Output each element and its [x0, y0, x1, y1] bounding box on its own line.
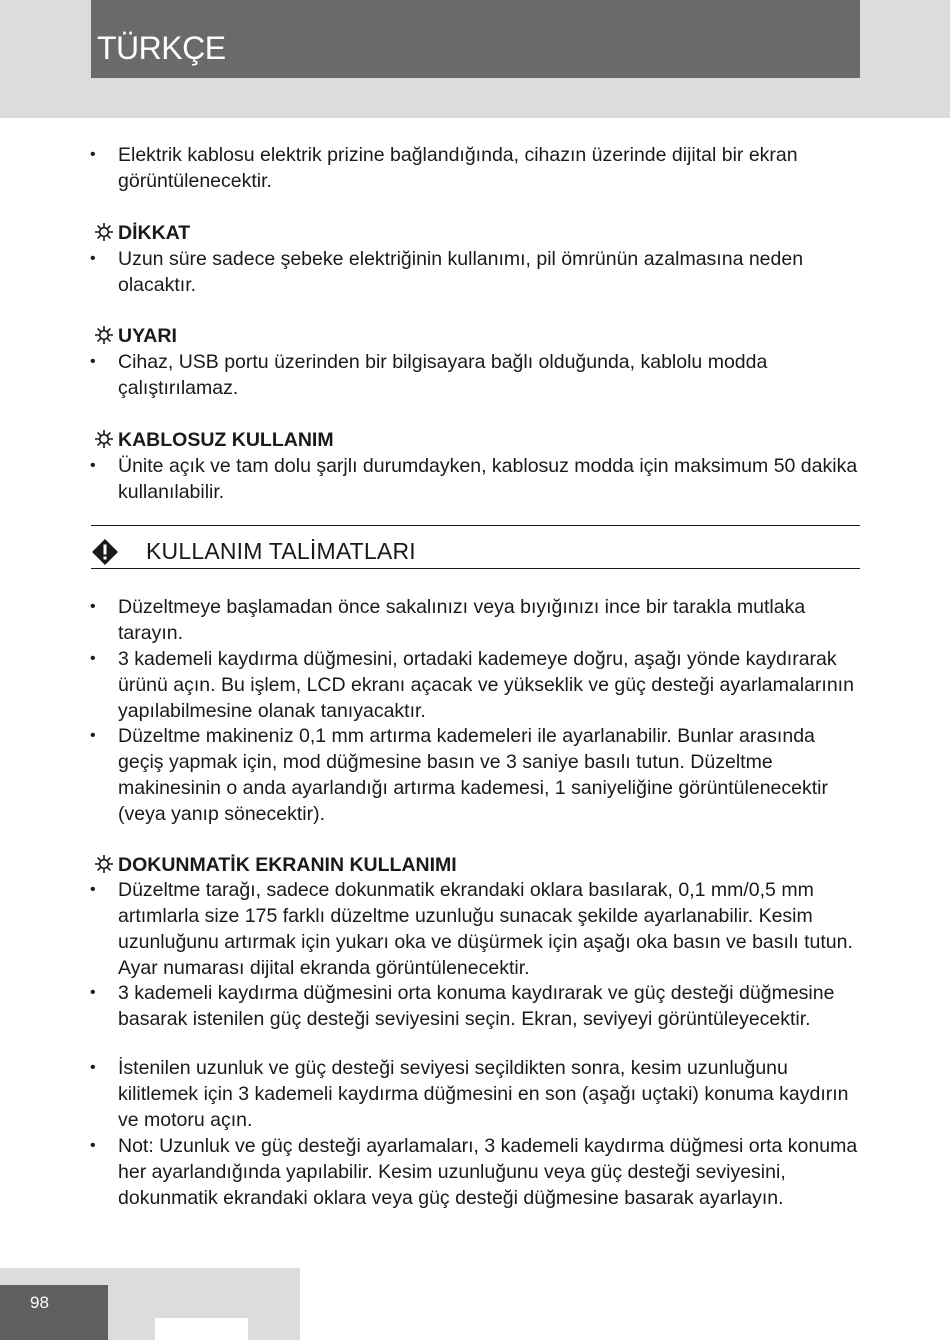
caution-heading-text: DİKKAT — [118, 222, 191, 244]
caution-heading — [94, 220, 190, 246]
cordless-heading — [94, 427, 334, 453]
warning-bullet: • Cihaz, USB portu üzerinden bir bilgisayara bağlı olduğunda, kablolu modda çalıştırılamaz. — [118, 349, 860, 401]
section-rule-bottom — [91, 568, 860, 569]
sun-gear-icon — [94, 222, 114, 242]
page-number: 98 — [30, 1293, 49, 1312]
warning-diamond-icon — [91, 538, 119, 566]
section-rule-top — [91, 525, 860, 526]
touchscreen-bullet-2: • 3 kademeli kaydırma düğmesini orta konuma kaydırarak ve güç desteği düğmesine basarak istenilen güç desteği seviyesini seçin. Ekran, seviyeyi görüntüleyecektir. — [118, 980, 860, 1032]
touchscreen-heading — [94, 852, 457, 878]
sun-gear-icon — [94, 429, 114, 449]
warning-heading — [94, 323, 177, 349]
touchscreen-heading-text: DOKUNMATİK EKRANIN KULLANIMI — [118, 854, 457, 876]
cordless-heading-text: KABLOSUZ KULLANIM — [118, 429, 334, 451]
caution-bullet: • Uzun süre sadece şebeke elektriğinin kullanımı, pil ömrünün azalmasına neden olacaktır. — [118, 246, 860, 298]
instruction-bullet-3: • Düzeltme makineniz 0,1 mm artırma kademeleri ile ayarlanabilir. Bunlar arasında geçiş yapmak için, mod düğmesine basın ve 3 saniye basılı tutun. Düzeltme makinesinin o anda ayarlandığı artırma kademesi, 1 saniyeliğine görüntülenecektir (veya yanıp sönecektir). — [118, 723, 860, 827]
page-number-box — [0, 1285, 108, 1340]
intro-bullet: • Elektrik kablosu elektrik prizine bağlandığında, cihazın üzerinde dijital bir ekran görüntülenecektir. — [118, 142, 860, 194]
touchscreen-bullet-4: • Not: Uzunluk ve güç desteği ayarlamaları, 3 kademeli kaydırma düğmesi orta konuma her ayarlandığında yapılabilir. Kesim uzunluğunu veya güç desteği seviyesini, dokunmatik ekrandaki oklara veya güç desteği düğmesine basarak ayarlayın. — [118, 1133, 860, 1211]
warning-heading-text: UYARI — [118, 325, 177, 347]
instructions-title: KULLANIM TALİMATLARI — [146, 538, 416, 564]
instruction-bullet-1: • Düzeltmeye başlamadan önce sakalınızı veya bıyığınızı ince bir tarakla mutlaka tarayın. — [118, 594, 860, 646]
sun-gear-icon — [94, 854, 114, 874]
footer-tab — [155, 1318, 248, 1340]
sun-gear-icon — [94, 325, 114, 345]
cordless-bullet: • Ünite açık ve tam dolu şarjlı durumdayken, kablosuz modda için maksimum 50 dakika kullanılabilir. — [118, 453, 860, 505]
touchscreen-bullet-1: • Düzeltme tarağı, sadece dokunmatik ekrandaki oklara basılarak, 0,1 mm/0,5 mm artımlarla size 175 farklı düzeltme uzunluğu sunacak şekilde ayarlanabilir. Kesim uzunluğunu artırmak için yukarı oka ve düşürmek için aşağı oka basın ve basılı tutun. Ayar numarası dijital ekranda görüntülenecektir. — [118, 877, 860, 981]
touchscreen-bullet-3: • İstenilen uzunluk ve güç desteği seviyesi seçildikten sonra, kesim uzunluğunu kilitlemek için 3 kademeli kaydırma düğmesini en son (aşağı uçtaki) konuma kaydırın ve motoru açın. — [118, 1055, 860, 1133]
language-title: TÜRKÇE — [97, 30, 226, 66]
instruction-bullet-2: • 3 kademeli kaydırma düğmesini, ortadaki kademeye doğru, aşağı yönde kaydırarak ürünü açın. Bu işlem, LCD ekranı açacak ve yükseklik ve güç desteği ayarlamalarının yapılabilmesine olanak tanıyacaktır. — [118, 646, 860, 724]
